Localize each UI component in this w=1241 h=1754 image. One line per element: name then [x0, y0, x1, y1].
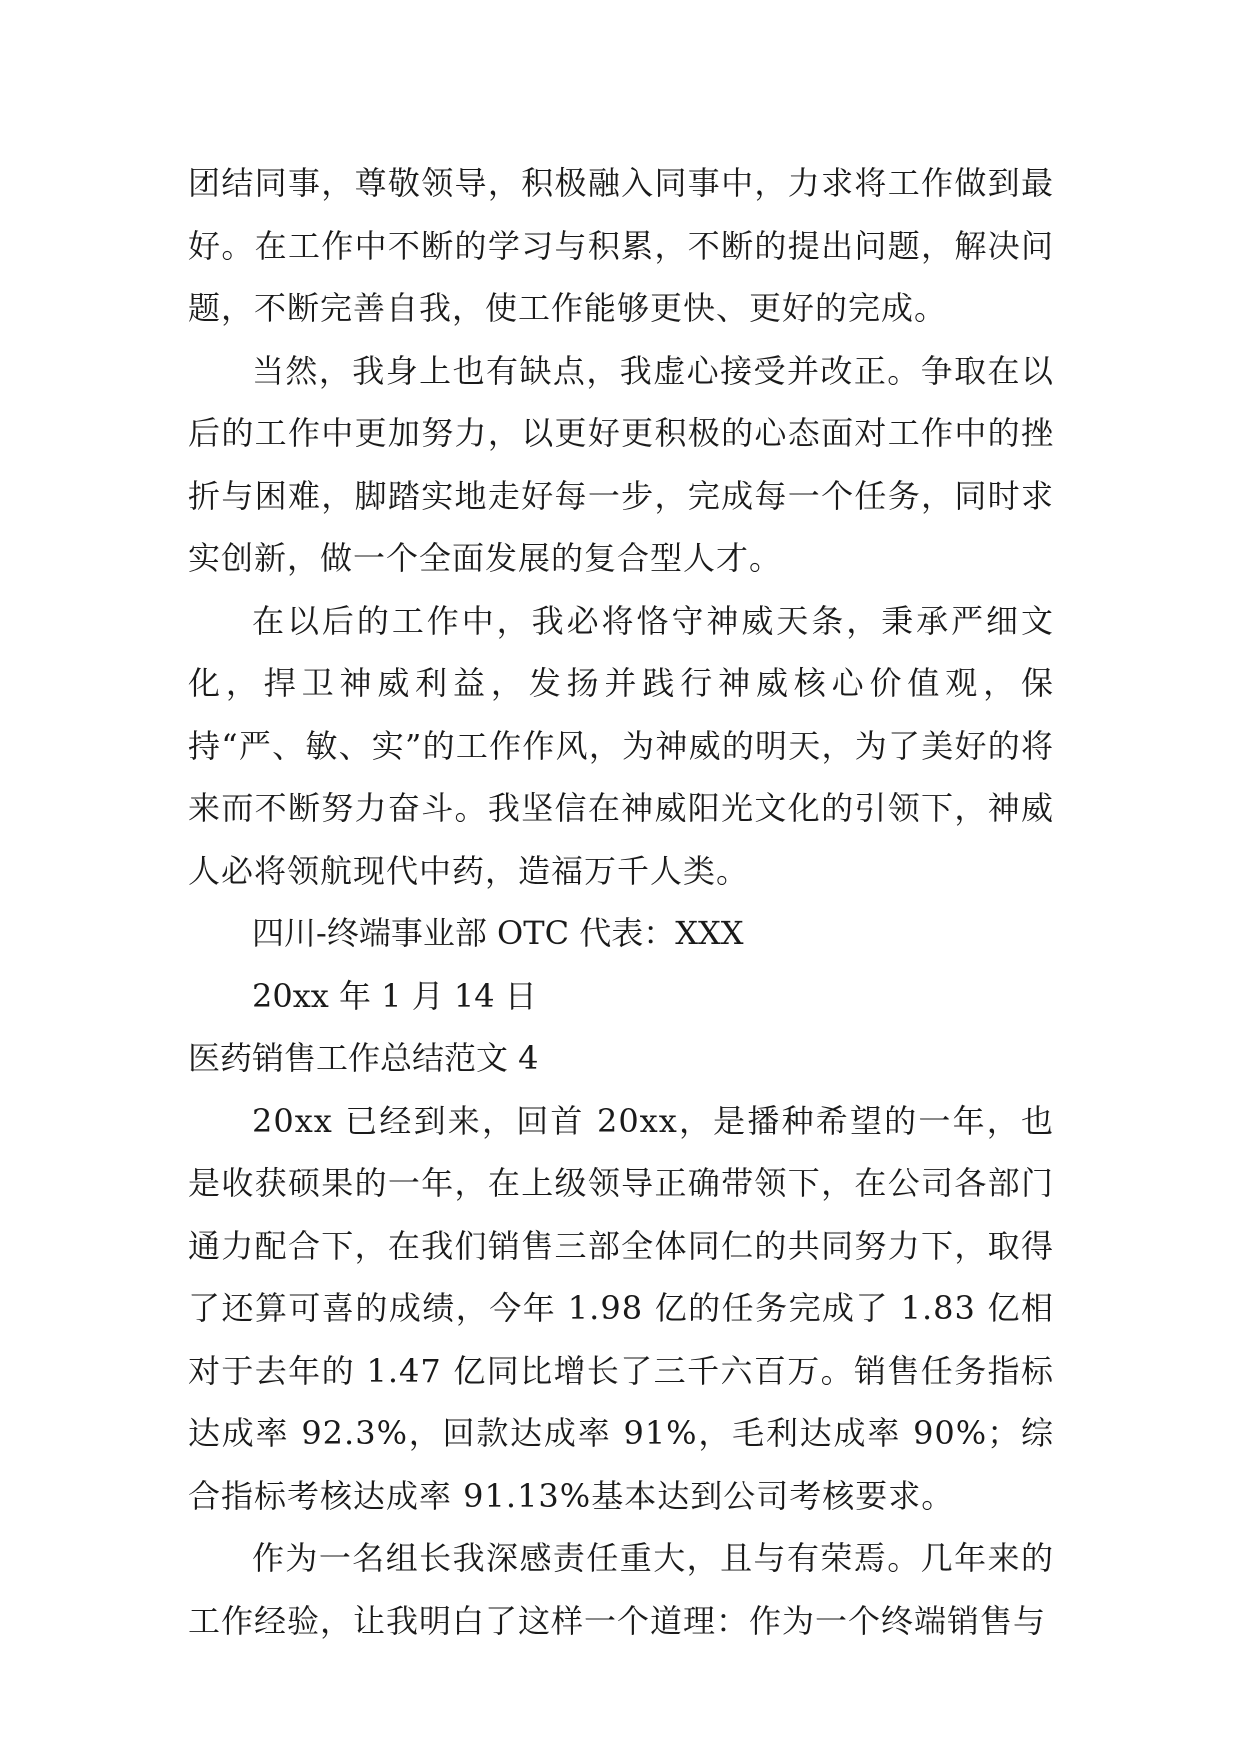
body-paragraph: 20xx 已经到来，回首 20xx，是播种希望的一年，也是收获硕果的一年，在上级领导正确带领下，在公司各部门通力配合下，在我们销售三部全体同仁的共同努力下，取得了还算可喜的成绩，今年 1.98 亿的任务完成了 1.83 亿相对于去年的 1.47 亿同比增长了三千六百万。销售任务指标达成率 92.3%，回款达成率 91%，毛利达成率 90%；综合指标考核达成率 91.13%基本达到公司考核要求。: [188, 1101, 1054, 1515]
body-paragraph: 当然，我身上也有缺点，我虚心接受并改正。争取在以后的工作中更加努力，以更好更积极的心态面对工作中的挫折与困难，脚踏实地走好每一步，完成每一个任务，同时求实创新，做一个全面发展的复合型人才。: [188, 351, 1054, 577]
body-paragraph: 作为一名组长我深感责任重大，且与有荣焉。几年来的工作经验，让我明白了这样一个道理：作为一个终端销售与: [188, 1539, 1054, 1640]
date-line: 20xx 年 1 月 14 日: [252, 976, 537, 1015]
body-paragraph: 在以后的工作中，我必将恪守神威天条，秉承严细文化，捍卫神威利益，发扬并践行神威核心价值观，保持“严、敏、实”的工作作风，为神威的明天，为了美好的将来而不断努力奋斗。我坚信在神威阳光文化的引领下，神威人必将领航现代中药，造福万千人类。: [188, 601, 1054, 890]
body-paragraph: 团结同事，尊敬领导，积极融入同事中，力求将工作做到最好。在工作中不断的学习与积累，不断的提出问题，解决问题，不断完善自我，使工作能够更快、更好的完成。: [188, 164, 1054, 327]
document-body: [188, 152, 1054, 1652]
section-title: 医药销售工作总结范文 4: [188, 1039, 539, 1077]
signature-line: 四川-终端事业部 OTC 代表：XXX: [252, 914, 744, 952]
